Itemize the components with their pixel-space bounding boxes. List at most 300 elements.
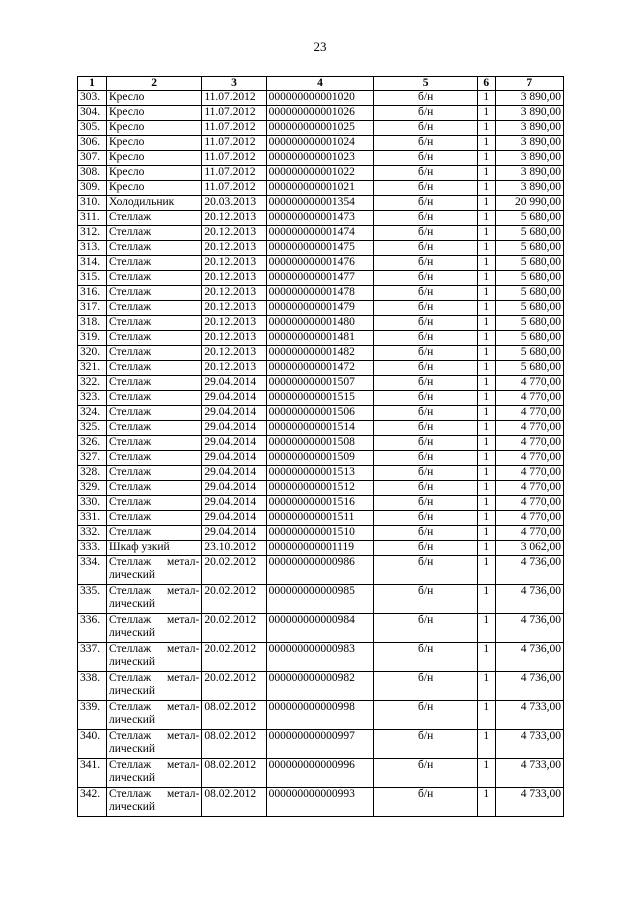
inventory-number-cell: 000000000001507 bbox=[266, 376, 374, 391]
table-row bbox=[78, 614, 564, 643]
row-number-cell: 325. bbox=[78, 421, 107, 436]
acquisition-date-cell: 20.02.2012 bbox=[202, 556, 266, 585]
row-number-cell: 328. bbox=[78, 466, 107, 481]
item-name-cell: Стеллаж bbox=[107, 376, 202, 391]
acquisition-date-cell: 08.02.2012 bbox=[202, 730, 266, 759]
amount-cell: 4 736,00 bbox=[495, 614, 563, 643]
quantity-cell: 1 bbox=[477, 614, 495, 643]
acquisition-date-cell: 20.02.2012 bbox=[202, 643, 266, 672]
table-row bbox=[78, 391, 564, 406]
row-number-cell: 333. bbox=[78, 541, 107, 556]
acquisition-date-cell: 20.02.2012 bbox=[202, 585, 266, 614]
table-row bbox=[78, 496, 564, 511]
acquisition-date-cell: 29.04.2014 bbox=[202, 436, 266, 451]
acquisition-date-cell: 11.07.2012 bbox=[202, 136, 266, 151]
quantity-cell: 1 bbox=[477, 406, 495, 421]
table-row bbox=[78, 301, 564, 316]
acquisition-date-cell: 29.04.2014 bbox=[202, 421, 266, 436]
amount-cell: 3 890,00 bbox=[495, 121, 563, 136]
document-number-cell: б/н bbox=[374, 788, 478, 817]
acquisition-date-cell: 20.12.2013 bbox=[202, 241, 266, 256]
document-number-cell: б/н bbox=[374, 466, 478, 481]
document-number-cell: б/н bbox=[374, 672, 478, 701]
table-row bbox=[78, 788, 564, 817]
row-number-cell: 310. bbox=[78, 196, 107, 211]
document-number-cell: б/н bbox=[374, 136, 478, 151]
document-number-cell: б/н bbox=[374, 301, 478, 316]
inventory-number-cell: 000000000001474 bbox=[266, 226, 374, 241]
document-number-cell: б/н bbox=[374, 241, 478, 256]
item-name-cell: Стеллаж bbox=[107, 421, 202, 436]
table-row bbox=[78, 556, 564, 585]
quantity-cell: 1 bbox=[477, 91, 495, 106]
acquisition-date-cell: 11.07.2012 bbox=[202, 181, 266, 196]
acquisition-date-cell: 29.04.2014 bbox=[202, 481, 266, 496]
row-number-cell: 308. bbox=[78, 166, 107, 181]
quantity-cell: 1 bbox=[477, 331, 495, 346]
item-name-cell: Стеллаж bbox=[107, 466, 202, 481]
acquisition-date-cell: 20.12.2013 bbox=[202, 226, 266, 241]
table-row bbox=[78, 106, 564, 121]
item-name-cell: Стеллаж bbox=[107, 526, 202, 541]
inventory-number-cell: 000000000001475 bbox=[266, 241, 374, 256]
amount-cell: 4 770,00 bbox=[495, 511, 563, 526]
row-number-cell: 306. bbox=[78, 136, 107, 151]
table-row bbox=[78, 286, 564, 301]
row-number-cell: 320. bbox=[78, 346, 107, 361]
column-header-3: 3 bbox=[202, 77, 266, 91]
table-header bbox=[78, 77, 564, 91]
row-number-cell: 313. bbox=[78, 241, 107, 256]
item-name-cell: Стеллаж метал- лический bbox=[107, 672, 202, 701]
document-number-cell: б/н bbox=[374, 541, 478, 556]
amount-cell: 4 770,00 bbox=[495, 436, 563, 451]
document-number-cell: б/н bbox=[374, 91, 478, 106]
quantity-cell: 1 bbox=[477, 701, 495, 730]
table-row bbox=[78, 421, 564, 436]
amount-cell: 4 736,00 bbox=[495, 672, 563, 701]
document-number-cell: б/н bbox=[374, 361, 478, 376]
inventory-number-cell: 000000000001021 bbox=[266, 181, 374, 196]
document-number-cell: б/н bbox=[374, 643, 478, 672]
column-header-5: 5 bbox=[374, 77, 478, 91]
quantity-cell: 1 bbox=[477, 421, 495, 436]
item-name-cell: Кресло bbox=[107, 136, 202, 151]
amount-cell: 4 770,00 bbox=[495, 466, 563, 481]
table-row bbox=[78, 136, 564, 151]
quantity-cell: 1 bbox=[477, 391, 495, 406]
table-row bbox=[78, 451, 564, 466]
column-header-7: 7 bbox=[495, 77, 563, 91]
document-number-cell: б/н bbox=[374, 496, 478, 511]
amount-cell: 5 680,00 bbox=[495, 346, 563, 361]
amount-cell: 5 680,00 bbox=[495, 361, 563, 376]
table-body bbox=[78, 91, 564, 817]
amount-cell: 3 890,00 bbox=[495, 151, 563, 166]
amount-cell: 3 062,00 bbox=[495, 541, 563, 556]
acquisition-date-cell: 29.04.2014 bbox=[202, 391, 266, 406]
document-number-cell: б/н bbox=[374, 166, 478, 181]
table-row bbox=[78, 376, 564, 391]
acquisition-date-cell: 29.04.2014 bbox=[202, 376, 266, 391]
inventory-number-cell: 000000000000982 bbox=[266, 672, 374, 701]
inventory-number-cell: 000000000001477 bbox=[266, 271, 374, 286]
amount-cell: 20 990,00 bbox=[495, 196, 563, 211]
inventory-number-cell: 000000000001479 bbox=[266, 301, 374, 316]
item-name-cell: Стеллаж bbox=[107, 391, 202, 406]
amount-cell: 5 680,00 bbox=[495, 271, 563, 286]
acquisition-date-cell: 20.12.2013 bbox=[202, 316, 266, 331]
document-number-cell: б/н bbox=[374, 451, 478, 466]
amount-cell: 4 733,00 bbox=[495, 759, 563, 788]
item-name-cell: Стеллаж метал- лический bbox=[107, 556, 202, 585]
table-row bbox=[78, 256, 564, 271]
document-number-cell: б/н bbox=[374, 511, 478, 526]
quantity-cell: 1 bbox=[477, 226, 495, 241]
quantity-cell: 1 bbox=[477, 436, 495, 451]
table-row bbox=[78, 541, 564, 556]
row-number-cell: 321. bbox=[78, 361, 107, 376]
document-number-cell: б/н bbox=[374, 226, 478, 241]
table-row bbox=[78, 91, 564, 106]
amount-cell: 4 733,00 bbox=[495, 788, 563, 817]
row-number-cell: 329. bbox=[78, 481, 107, 496]
acquisition-date-cell: 29.04.2014 bbox=[202, 496, 266, 511]
acquisition-date-cell: 29.04.2014 bbox=[202, 511, 266, 526]
amount-cell: 5 680,00 bbox=[495, 241, 563, 256]
quantity-cell: 1 bbox=[477, 481, 495, 496]
item-name-cell: Стеллаж метал- лический bbox=[107, 759, 202, 788]
inventory-number-cell: 000000000001481 bbox=[266, 331, 374, 346]
item-name-cell: Шкаф узкий bbox=[107, 541, 202, 556]
quantity-cell: 1 bbox=[477, 301, 495, 316]
row-number-cell: 324. bbox=[78, 406, 107, 421]
acquisition-date-cell: 20.12.2013 bbox=[202, 331, 266, 346]
table-row bbox=[78, 701, 564, 730]
amount-cell: 4 733,00 bbox=[495, 701, 563, 730]
inventory-number-cell: 000000000001024 bbox=[266, 136, 374, 151]
item-name-cell: Стеллаж bbox=[107, 406, 202, 421]
document-number-cell: б/н bbox=[374, 286, 478, 301]
amount-cell: 3 890,00 bbox=[495, 181, 563, 196]
table-row bbox=[78, 241, 564, 256]
row-number-cell: 323. bbox=[78, 391, 107, 406]
quantity-cell: 1 bbox=[477, 585, 495, 614]
inventory-number-cell: 000000000000986 bbox=[266, 556, 374, 585]
item-name-cell: Стеллаж метал- лический bbox=[107, 730, 202, 759]
table-row bbox=[78, 346, 564, 361]
item-name-cell: Стеллаж bbox=[107, 346, 202, 361]
column-header-1: 1 bbox=[78, 77, 107, 91]
inventory-number-cell: 000000000001473 bbox=[266, 211, 374, 226]
amount-cell: 4 733,00 bbox=[495, 730, 563, 759]
document-number-cell: б/н bbox=[374, 585, 478, 614]
quantity-cell: 1 bbox=[477, 241, 495, 256]
quantity-cell: 1 bbox=[477, 181, 495, 196]
inventory-number-cell: 000000000001026 bbox=[266, 106, 374, 121]
amount-cell: 5 680,00 bbox=[495, 286, 563, 301]
inventory-number-cell: 000000000000984 bbox=[266, 614, 374, 643]
item-name-cell: Стеллаж метал- лический bbox=[107, 788, 202, 817]
table-row bbox=[78, 730, 564, 759]
table-row bbox=[78, 436, 564, 451]
document-number-cell: б/н bbox=[374, 196, 478, 211]
acquisition-date-cell: 20.03.2013 bbox=[202, 196, 266, 211]
document-number-cell: б/н bbox=[374, 421, 478, 436]
quantity-cell: 1 bbox=[477, 121, 495, 136]
inventory-number-cell: 000000000000993 bbox=[266, 788, 374, 817]
inventory-number-cell: 000000000001509 bbox=[266, 451, 374, 466]
item-name-cell: Кресло bbox=[107, 181, 202, 196]
quantity-cell: 1 bbox=[477, 556, 495, 585]
table-row bbox=[78, 196, 564, 211]
item-name-cell: Стеллаж bbox=[107, 256, 202, 271]
row-number-cell: 341. bbox=[78, 759, 107, 788]
document-number-cell: б/н bbox=[374, 316, 478, 331]
item-name-cell: Кресло bbox=[107, 121, 202, 136]
inventory-table bbox=[77, 76, 564, 817]
document-number-cell: б/н bbox=[374, 481, 478, 496]
item-name-cell: Стеллаж bbox=[107, 316, 202, 331]
inventory-number-cell: 000000000000998 bbox=[266, 701, 374, 730]
row-number-cell: 332. bbox=[78, 526, 107, 541]
row-number-cell: 315. bbox=[78, 271, 107, 286]
document-number-cell: б/н bbox=[374, 701, 478, 730]
document-number-cell: б/н bbox=[374, 181, 478, 196]
quantity-cell: 1 bbox=[477, 151, 495, 166]
acquisition-date-cell: 11.07.2012 bbox=[202, 121, 266, 136]
amount-cell: 5 680,00 bbox=[495, 331, 563, 346]
table-row bbox=[78, 121, 564, 136]
item-name-cell: Стеллаж bbox=[107, 271, 202, 286]
quantity-cell: 1 bbox=[477, 451, 495, 466]
row-number-cell: 309. bbox=[78, 181, 107, 196]
item-name-cell: Стеллаж метал- лический bbox=[107, 614, 202, 643]
column-header-4: 4 bbox=[266, 77, 374, 91]
table-row bbox=[78, 759, 564, 788]
row-number-cell: 305. bbox=[78, 121, 107, 136]
quantity-cell: 1 bbox=[477, 496, 495, 511]
document-number-cell: б/н bbox=[374, 391, 478, 406]
row-number-cell: 335. bbox=[78, 585, 107, 614]
inventory-number-cell: 000000000001025 bbox=[266, 121, 374, 136]
item-name-cell: Стеллаж bbox=[107, 511, 202, 526]
item-name-cell: Кресло bbox=[107, 91, 202, 106]
row-number-cell: 336. bbox=[78, 614, 107, 643]
inventory-number-cell: 000000000001023 bbox=[266, 151, 374, 166]
inventory-number-cell: 000000000001119 bbox=[266, 541, 374, 556]
table-row bbox=[78, 271, 564, 286]
document-number-cell: б/н bbox=[374, 346, 478, 361]
row-number-cell: 340. bbox=[78, 730, 107, 759]
table-row bbox=[78, 331, 564, 346]
document-number-cell: б/н bbox=[374, 614, 478, 643]
inventory-number-cell: 000000000001515 bbox=[266, 391, 374, 406]
row-number-cell: 314. bbox=[78, 256, 107, 271]
acquisition-date-cell: 11.07.2012 bbox=[202, 91, 266, 106]
quantity-cell: 1 bbox=[477, 511, 495, 526]
inventory-number-cell: 000000000001480 bbox=[266, 316, 374, 331]
row-number-cell: 316. bbox=[78, 286, 107, 301]
page-number: 23 bbox=[313, 39, 327, 54]
quantity-cell: 1 bbox=[477, 466, 495, 481]
document-number-cell: б/н bbox=[374, 271, 478, 286]
acquisition-date-cell: 20.12.2013 bbox=[202, 286, 266, 301]
acquisition-date-cell: 20.02.2012 bbox=[202, 614, 266, 643]
acquisition-date-cell: 20.02.2012 bbox=[202, 672, 266, 701]
acquisition-date-cell: 11.07.2012 bbox=[202, 151, 266, 166]
row-number-cell: 318. bbox=[78, 316, 107, 331]
amount-cell: 4 736,00 bbox=[495, 643, 563, 672]
amount-cell: 4 770,00 bbox=[495, 451, 563, 466]
acquisition-date-cell: 11.07.2012 bbox=[202, 106, 266, 121]
inventory-number-cell: 000000000001510 bbox=[266, 526, 374, 541]
inventory-number-cell: 000000000001512 bbox=[266, 481, 374, 496]
document-number-cell: б/н bbox=[374, 256, 478, 271]
quantity-cell: 1 bbox=[477, 316, 495, 331]
row-number-cell: 303. bbox=[78, 91, 107, 106]
inventory-number-cell: 000000000001482 bbox=[266, 346, 374, 361]
table-row bbox=[78, 316, 564, 331]
inventory-number-cell: 000000000001508 bbox=[266, 436, 374, 451]
acquisition-date-cell: 11.07.2012 bbox=[202, 166, 266, 181]
quantity-cell: 1 bbox=[477, 346, 495, 361]
quantity-cell: 1 bbox=[477, 166, 495, 181]
document-number-cell: б/н bbox=[374, 556, 478, 585]
quantity-cell: 1 bbox=[477, 106, 495, 121]
table-row bbox=[78, 361, 564, 376]
quantity-cell: 1 bbox=[477, 541, 495, 556]
acquisition-date-cell: 23.10.2012 bbox=[202, 541, 266, 556]
document-number-cell: б/н bbox=[374, 331, 478, 346]
inventory-number-cell: 000000000000985 bbox=[266, 585, 374, 614]
item-name-cell: Кресло bbox=[107, 151, 202, 166]
item-name-cell: Кресло bbox=[107, 166, 202, 181]
quantity-cell: 1 bbox=[477, 672, 495, 701]
acquisition-date-cell: 29.04.2014 bbox=[202, 406, 266, 421]
document-number-cell: б/н bbox=[374, 526, 478, 541]
quantity-cell: 1 bbox=[477, 526, 495, 541]
table-row bbox=[78, 643, 564, 672]
amount-cell: 5 680,00 bbox=[495, 256, 563, 271]
row-number-cell: 330. bbox=[78, 496, 107, 511]
item-name-cell: Стеллаж bbox=[107, 301, 202, 316]
row-number-cell: 342. bbox=[78, 788, 107, 817]
document-number-cell: б/н bbox=[374, 121, 478, 136]
column-header-6: 6 bbox=[477, 77, 495, 91]
quantity-cell: 1 bbox=[477, 271, 495, 286]
amount-cell: 3 890,00 bbox=[495, 91, 563, 106]
table-row bbox=[78, 526, 564, 541]
acquisition-date-cell: 20.12.2013 bbox=[202, 301, 266, 316]
amount-cell: 3 890,00 bbox=[495, 136, 563, 151]
acquisition-date-cell: 20.12.2013 bbox=[202, 271, 266, 286]
amount-cell: 4 736,00 bbox=[495, 585, 563, 614]
row-number-cell: 319. bbox=[78, 331, 107, 346]
quantity-cell: 1 bbox=[477, 196, 495, 211]
amount-cell: 3 890,00 bbox=[495, 106, 563, 121]
acquisition-date-cell: 08.02.2012 bbox=[202, 701, 266, 730]
item-name-cell: Стеллаж bbox=[107, 361, 202, 376]
table-row bbox=[78, 672, 564, 701]
acquisition-date-cell: 20.12.2013 bbox=[202, 346, 266, 361]
row-number-cell: 338. bbox=[78, 672, 107, 701]
column-header-2: 2 bbox=[107, 77, 202, 91]
inventory-number-cell: 000000000001516 bbox=[266, 496, 374, 511]
document-number-cell: б/н bbox=[374, 730, 478, 759]
amount-cell: 5 680,00 bbox=[495, 226, 563, 241]
row-number-cell: 334. bbox=[78, 556, 107, 585]
inventory-number-cell: 000000000000983 bbox=[266, 643, 374, 672]
amount-cell: 4 770,00 bbox=[495, 496, 563, 511]
amount-cell: 5 680,00 bbox=[495, 211, 563, 226]
acquisition-date-cell: 08.02.2012 bbox=[202, 759, 266, 788]
item-name-cell: Стеллаж bbox=[107, 496, 202, 511]
table-row bbox=[78, 211, 564, 226]
acquisition-date-cell: 20.12.2013 bbox=[202, 256, 266, 271]
row-number-cell: 317. bbox=[78, 301, 107, 316]
row-number-cell: 337. bbox=[78, 643, 107, 672]
row-number-cell: 327. bbox=[78, 451, 107, 466]
amount-cell: 4 770,00 bbox=[495, 391, 563, 406]
item-name-cell: Стеллаж метал- лический bbox=[107, 643, 202, 672]
amount-cell: 5 680,00 bbox=[495, 301, 563, 316]
item-name-cell: Стеллаж метал- лический bbox=[107, 701, 202, 730]
item-name-cell: Стеллаж bbox=[107, 226, 202, 241]
item-name-cell: Стеллаж bbox=[107, 241, 202, 256]
table-row bbox=[78, 406, 564, 421]
quantity-cell: 1 bbox=[477, 136, 495, 151]
table-row bbox=[78, 466, 564, 481]
acquisition-date-cell: 20.12.2013 bbox=[202, 361, 266, 376]
table-row bbox=[78, 181, 564, 196]
quantity-cell: 1 bbox=[477, 256, 495, 271]
inventory-number-cell: 000000000001513 bbox=[266, 466, 374, 481]
inventory-number-cell: 000000000001472 bbox=[266, 361, 374, 376]
document-number-cell: б/н bbox=[374, 106, 478, 121]
row-number-cell: 312. bbox=[78, 226, 107, 241]
table-row bbox=[78, 151, 564, 166]
table-row bbox=[78, 226, 564, 241]
table-row bbox=[78, 511, 564, 526]
item-name-cell: Стеллаж bbox=[107, 331, 202, 346]
inventory-number-cell: 000000000000997 bbox=[266, 730, 374, 759]
amount-cell: 4 770,00 bbox=[495, 376, 563, 391]
item-name-cell: Кресло bbox=[107, 106, 202, 121]
inventory-number-cell: 000000000000996 bbox=[266, 759, 374, 788]
quantity-cell: 1 bbox=[477, 788, 495, 817]
item-name-cell: Стеллаж bbox=[107, 481, 202, 496]
inventory-number-cell: 000000000001506 bbox=[266, 406, 374, 421]
row-number-cell: 322. bbox=[78, 376, 107, 391]
quantity-cell: 1 bbox=[477, 759, 495, 788]
quantity-cell: 1 bbox=[477, 376, 495, 391]
inventory-number-cell: 000000000001514 bbox=[266, 421, 374, 436]
amount-cell: 4 736,00 bbox=[495, 556, 563, 585]
quantity-cell: 1 bbox=[477, 361, 495, 376]
item-name-cell: Стеллаж bbox=[107, 436, 202, 451]
row-number-cell: 307. bbox=[78, 151, 107, 166]
acquisition-date-cell: 29.04.2014 bbox=[202, 451, 266, 466]
inventory-number-cell: 000000000001022 bbox=[266, 166, 374, 181]
acquisition-date-cell: 29.04.2014 bbox=[202, 466, 266, 481]
document-number-cell: б/н bbox=[374, 376, 478, 391]
table-row bbox=[78, 166, 564, 181]
row-number-cell: 339. bbox=[78, 701, 107, 730]
row-number-cell: 311. bbox=[78, 211, 107, 226]
amount-cell: 5 680,00 bbox=[495, 316, 563, 331]
item-name-cell: Стеллаж bbox=[107, 286, 202, 301]
